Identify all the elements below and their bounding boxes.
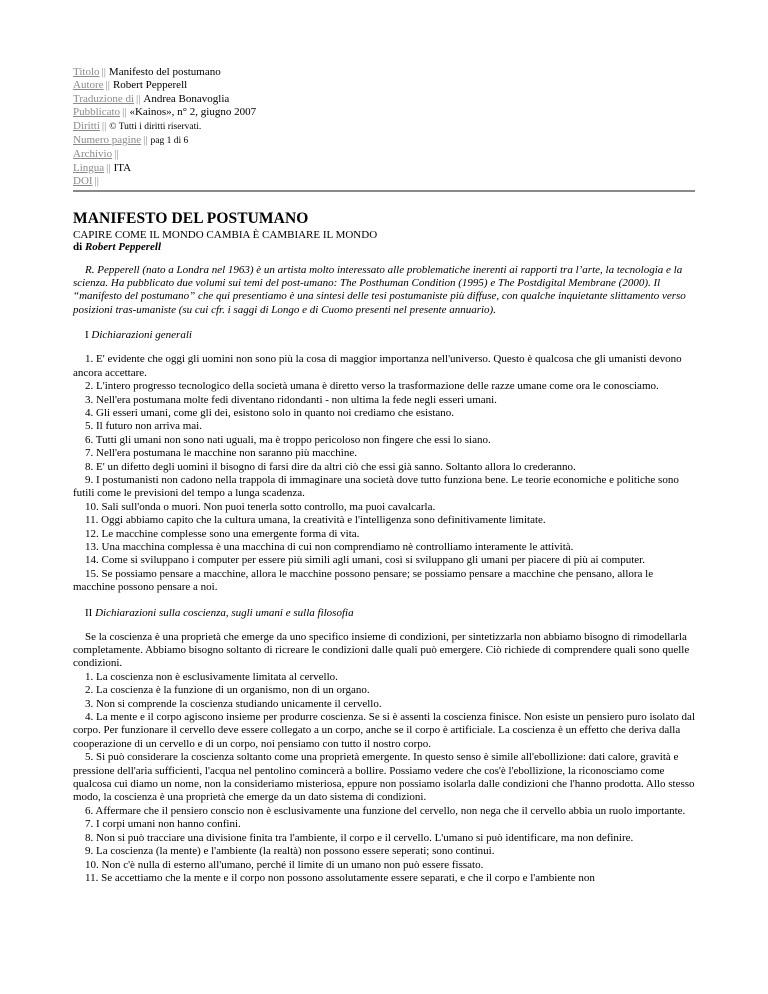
metadata-separator: ||: [105, 79, 110, 92]
metadata-separator: ||: [122, 106, 127, 119]
metadata-row: [73, 134, 695, 148]
metadata-label-link[interactable]: Diritti: [73, 119, 100, 132]
metadata-row: [73, 106, 695, 119]
document-content: [73, 66, 695, 885]
list-item: 2. La coscienza è la funzione di un organismo, non di un organo.: [85, 684, 370, 697]
list-item: 6. Tutti gli umani non sono nati uguali, ma è troppo pericoloso non fingere che essi lo siano.: [85, 433, 491, 446]
section-general-list: [73, 353, 695, 594]
section-number: I: [85, 329, 89, 342]
metadata-separator: ||: [136, 92, 141, 105]
list-item: 8. E' un difetto degli uomini il bisogno di farsi dire da altri ciò che essi già sanno. Soltanto allora lo crederanno.: [85, 460, 576, 473]
metadata-value: pag 1 di 6: [150, 136, 189, 147]
section-heading-general: [73, 329, 695, 341]
section-number: II: [85, 606, 93, 619]
metadata-separator: ||: [106, 161, 111, 174]
metadata-separator: ||: [101, 66, 106, 78]
metadata-label-link[interactable]: Titolo: [73, 66, 100, 78]
byline-prefix: di: [73, 240, 83, 253]
metadata-row: [73, 175, 695, 188]
metadata-label-link[interactable]: Lingua: [73, 161, 105, 174]
metadata-label-link[interactable]: Pubblicato: [73, 106, 121, 119]
list-item: 6. Affermare che il pensiero conscio non è esclusivamente una funzione del cervello, non nega che il cervello abbia un ruolo importante.: [85, 804, 686, 817]
list-item: 7. Nell'era postumana le macchine non saranno più macchine.: [85, 447, 357, 460]
list-item: 13. Una macchina complessa è una macchina di cui non comprendiamo nè controlliamo interamente le attività.: [85, 540, 574, 553]
metadata-value: © Tutti i diritti riservati.: [109, 121, 202, 132]
list-item: 9. La coscienza (la mente) e l'ambiente (la realtà) non possono essere seperati; sono continui.: [85, 845, 495, 858]
metadata-block: [73, 66, 695, 189]
header-divider: [73, 190, 695, 192]
metadata-label-link[interactable]: DOI: [73, 175, 93, 188]
metadata-separator: ||: [94, 175, 99, 188]
metadata-separator: ||: [143, 134, 148, 147]
metadata-value: ITA: [113, 161, 132, 174]
section-title: Dichiarazioni generali: [91, 329, 192, 342]
section-lead-paragraph: Se la coscienza è una proprietà che emerge da uno specifico insieme di condizioni, per sintetizzarla non abbiamo bisogno di rimodellarla completamente. Abbiamo bisogno soltanto di ricreare le condizioni dalle quali può emergere. Ciò richiede di comprendere quali sono quelle condizioni.: [73, 630, 690, 670]
metadata-value: «Kainos», n° 2, giugno 2007: [129, 106, 257, 119]
list-item: 5. Il futuro non arriva mai.: [85, 420, 202, 433]
list-item: 14. Come si sviluppano i computer per essere più simili agli umani, così si sviluppano gli umani per piacere di più ai computer.: [85, 554, 645, 567]
list-item: 12. Le macchine complesse sono una emergente forma di vita.: [85, 527, 360, 540]
metadata-label-link[interactable]: Numero pagine: [73, 134, 142, 147]
section-title: Dichiarazioni sulla coscienza, sugli umani e sulla filosofia: [95, 606, 354, 619]
metadata-row: [73, 120, 695, 134]
byline-author: Robert Pepperell: [84, 240, 162, 253]
metadata-value: Robert Pepperell: [112, 79, 188, 92]
list-item: 9. I postumanisti non cadono nella trappola di immaginare una società dove tutto funziona bene. Le teorie economiche e politiche sono futili come le previsioni del tempo a lunga scadenza.: [73, 473, 679, 500]
list-item: 7. I corpi umani non hanno confini.: [85, 818, 241, 831]
list-item: 5. Si può considerare la coscienza soltanto come una proprietà emergente. In questo senso è simile all'ebollizione: dati calore, gravità e pressione dell'aria sufficienti, l'acqua nel pentolino comincerà a bollire. Possiamo vedere che cos'è l'ebollizione, la riconosciamo come qualcosa cui diamo un nome, non la consideriamo misteriosa, eppure non possiamo isolarla dalle condizioni che l'hanno prodotta. Allo stesso modo, la coscienza è una proprietà che emerge da un dato sistema di condizioni.: [73, 751, 695, 804]
list-item: 3. Non si comprende la coscienza studiando unicamente il cervello.: [85, 697, 382, 710]
metadata-separator: ||: [101, 119, 107, 132]
list-item: 10. Sali sull'onda o muori. Non puoi tenerla sotto controllo, ma puoi cavalcarla.: [85, 500, 436, 513]
metadata-label-link[interactable]: Archivio: [73, 148, 113, 161]
list-item: 11. Se accettiamo che la mente e il corpo non possono assolutamente essere separati, e che il corpo e l'ambiente non: [85, 871, 595, 884]
list-item: 4. La mente e il corpo agiscono insieme per produrre coscienza. Se si è assenti la coscienza finisce. Non esiste un pensiero puro isolato dal corpo. Per funzionare il cervello deve essere collegato a un corpo, anche se il corpo è artificiale. La coscienza è un effetto che deriva dalla cooperazione di un cervello e di un corpo, noi pensiamo con tutto il nostro corpo.: [73, 711, 695, 750]
section-heading-consciousness: [73, 607, 695, 619]
byline: [73, 241, 695, 253]
metadata-label-link[interactable]: Autore: [73, 79, 104, 92]
list-item: 1. La coscienza non è esclusivamente limitata al cervello.: [85, 670, 338, 683]
metadata-separator: ||: [114, 148, 119, 161]
metadata-row: [73, 66, 695, 79]
metadata-row: [73, 148, 695, 161]
metadata-row: [73, 93, 695, 106]
list-item: 8. Non si può tracciare una divisione finita tra l'ambiente, il corpo e il cervello. L'umano si può identificare, ma non definire.: [85, 831, 634, 844]
list-item: 3. Nell'era postumana molte fedi diventano ridondanti - non ultima la fede negli esseri umani.: [85, 393, 497, 406]
list-item: 11. Oggi abbiamo capito che la cultura umana, la creatività e l'intelligenza sono definitivamente limitate.: [85, 514, 546, 527]
list-item: 15. Se possiamo pensare a macchine, allora le macchine possono pensare; se possiamo pensare a macchine che pensano, allora le macchine possono pensare a noi.: [73, 567, 654, 594]
metadata-row: [73, 79, 695, 92]
list-item: 1. E' evidente che oggi gli uomini non sono più la cosa di maggior importanza nell'universo. Questo è qualcosa che gli umanisti devono ancora accettare.: [73, 353, 682, 379]
document-subtitle: CAPIRE COME IL MONDO CAMBIA È CAMBIARE IL MONDO: [73, 228, 378, 241]
metadata-row: [73, 162, 695, 175]
metadata-label-link[interactable]: Traduzione di: [73, 92, 135, 105]
list-item: 2. L'intero progresso tecnologico della società umana è diretto verso la trasformazione delle razze umane come ora le conosciamo.: [85, 380, 659, 393]
metadata-value: Andrea Bonavoglia: [143, 92, 230, 105]
intro-paragraph: R. Pepperell (nato a Londra nel 1963) è un artista molto interessato alle problematiche inerenti ai rapporti tra l’arte, la tecnologia e la scienza. Ha pubblicato due volumi sui temi del post-umano: The Posthuman Condition (1995) e The Postdigital Membrane (2000). Il “manifesto del postumano” che qui presentiamo è una sintesi delle tesi postumaniste più diffuse, con qualche inquietante slittamento verso posizioni tras-umaniste (su cui cfr. i saggi di Longo e di Cuomo presenti nel presente annuario).: [73, 263, 686, 316]
list-item: 4. Gli esseri umani, come gli dei, esistono solo in quanto noi crediamo che esistano.: [85, 406, 455, 419]
section-consciousness-list: [73, 631, 695, 886]
metadata-value: Manifesto del postumano: [108, 66, 221, 78]
document-title: MANIFESTO DEL POSTUMANO: [73, 209, 309, 227]
list-item: 10. Non c'è nulla di esterno all'umano, perché il limite di un umano non può essere fissato.: [85, 858, 484, 871]
